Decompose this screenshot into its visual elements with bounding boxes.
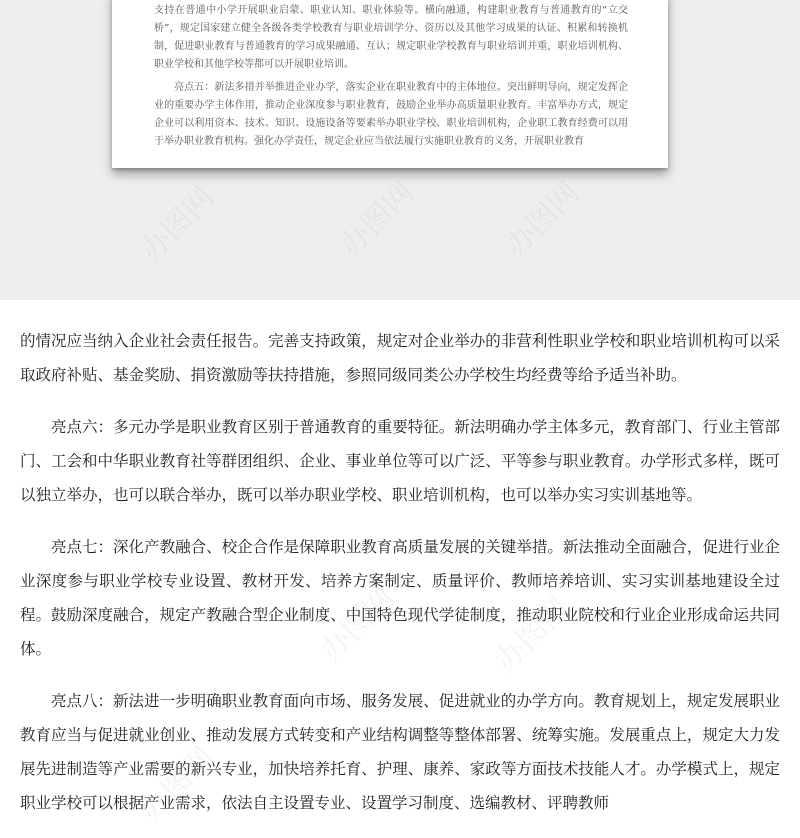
card-paragraph-1: 支持在普通中小学开展职业启蒙、职业认知、职业体验等。横向融通，构建职业教育与普通教育的“立交桥”，规定国家建立健全各级各类学校教育与职业培训学分、资历以及其他学习成果的认证、积累和转换机制，促进职业教育与普通教育的学习成果融通、互认；规定职业学校教育与职业培训并重，职业培训机构、职业学校和其他学校等都可以开展职业培训。 <box>154 5 628 70</box>
paragraph-continuation: 的情况应当纳入企业社会责任报告。完善支持政策，规定对企业举办的非营利性职业学校和职业培训机构可以采取政府补贴、基金奖励、捐资激励等扶持措施，参照同级同类公办学校生均经费等给予适当补助。 <box>20 332 780 384</box>
paragraph-highlight-6: 亮点六：多元办学是职业教育区别于普通教育的重要特征。新法明确办学主体多元，教育部门、行业主管部门、工会和中华职业教育社等群团组织、企业、事业单位等可以广泛、平等参与职业教育。办学形式多样，既可以独立举办，也可以联合举办，既可以举办职业学校、职业培训机构，也可以举办实习实训基地等。 <box>20 418 780 504</box>
paragraph-highlight-7: 亮点七：深化产教融合、校企合作是保障职业教育高质量发展的关键举措。新法推动全面融合，促进行业企业深度参与职业学校专业设置、教材开发、培养方案制定、质量评价、教师培养培训、实习实训基地建设全过程。鼓励深度融合，规定产教融合型企业制度、中国特色现代学徒制度，推动职业院校和行业企业形成命运共同体。 <box>20 538 780 658</box>
watermark: 办图网 <box>313 580 402 669</box>
card-fade <box>112 154 668 168</box>
watermark: 办图网 <box>488 590 577 679</box>
card-text <box>154 2 628 151</box>
article-body <box>20 324 780 838</box>
document-preview-card <box>112 0 668 168</box>
watermark: 办图网 <box>133 740 222 829</box>
card-paragraph-highlight-5: 亮点五：新法多措并举推进企业办学，落实企业在职业教育中的主体地位。突出鲜明导向，规定发挥企业的重要办学主体作用，推动企业深度参与职业教育，鼓励企业举办高质量职业教育。丰富举办方式，规定企业可以利用资本、技术、知识、设施设备等要素举办职业学校、职业培训机构，企业职工教育经费可以用于举办职业教育机构。强化办学责任，规定企业应当依法履行实施职业教育的义务，开展职业教育 <box>154 82 628 147</box>
paragraph-highlight-8: 亮点八：新法进一步明确职业教育面向市场、服务发展、促进就业的办学方向。教育规划上，规定发展职业教育应当与促进就业创业、推动发展方式转变和产业结构调整等整体部署、统筹实施。发展重点上，规定大力发展先进制造等产业需要的新兴专业，加快培养托育、护理、康养、家政等方面技术技能人才。办学模式上，规定职业学校可以根据产业需求，依法自主设置专业、设置学习制度、选编教材、评聘教师 <box>20 692 780 812</box>
